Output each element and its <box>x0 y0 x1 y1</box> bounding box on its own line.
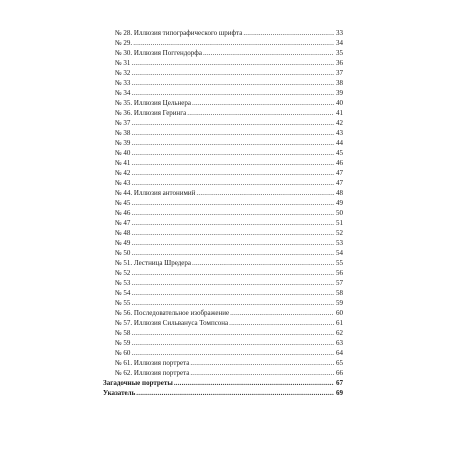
toc-entry-page-number: 45 <box>336 148 343 157</box>
toc-entry-label: № 50 <box>115 248 131 257</box>
toc-entry-label: № 34 <box>115 88 131 97</box>
toc-entry-label: № 61. Иллюзия портрета <box>115 358 190 367</box>
toc-entry <box>103 258 343 268</box>
toc-entry-page-number: 38 <box>336 78 343 87</box>
toc-entry <box>103 108 343 118</box>
toc-entry-page-number: 34 <box>336 38 343 47</box>
dot-leader <box>131 128 334 138</box>
dot-leader <box>131 218 334 228</box>
dot-leader <box>196 188 334 198</box>
toc-entry <box>103 318 343 328</box>
toc-entry <box>103 128 343 138</box>
dot-leader <box>174 378 334 388</box>
toc-entry-page-number: 42 <box>336 118 343 127</box>
toc-entry-label: № 40 <box>115 148 131 157</box>
toc-entry <box>103 148 343 158</box>
toc-entry-page-number: 62 <box>336 328 343 337</box>
toc-entry-page-number: 46 <box>336 158 343 167</box>
dot-leader <box>131 88 334 98</box>
dot-leader <box>131 288 334 298</box>
toc-entry-page-number: 56 <box>336 268 343 277</box>
toc-entry <box>103 358 343 368</box>
toc-entry <box>103 228 343 238</box>
toc-entry <box>103 178 343 188</box>
toc-entry-page-number: 47 <box>336 178 343 187</box>
dot-leader <box>131 68 334 78</box>
toc-entry <box>103 188 343 198</box>
dot-leader <box>131 348 334 358</box>
toc-entry <box>103 288 343 298</box>
toc-entry-label: № 41 <box>115 158 131 167</box>
toc-entry-page-number: 64 <box>336 348 343 357</box>
toc-entry-label: № 33 <box>115 78 131 87</box>
toc-entry-page-number: 51 <box>336 218 343 227</box>
toc-entry-label: № 39 <box>115 138 131 147</box>
toc-entry-label: № 57. Иллюзия Сильвануса Томпсона <box>115 318 229 327</box>
toc-entry-label: № 53 <box>115 278 131 287</box>
toc-entry-page-number: 60 <box>336 308 343 317</box>
toc-entry-label: № 36. Иллюзия Геринга <box>115 108 187 117</box>
toc-entry-page-number: 43 <box>336 128 343 137</box>
toc-entry <box>103 388 343 398</box>
toc-entry <box>103 48 343 58</box>
toc-entry <box>103 368 343 378</box>
toc-entry <box>103 198 343 208</box>
toc-entry-page-number: 66 <box>336 368 343 377</box>
dot-leader <box>131 298 334 308</box>
toc-entry-label: № 62. Иллюзия портрета <box>115 368 190 377</box>
toc-entry-page-number: 50 <box>336 208 343 217</box>
toc-entry <box>103 298 343 308</box>
toc-entry-page-number: 58 <box>336 288 343 297</box>
toc-entry-page-number: 48 <box>336 188 343 197</box>
toc-entry-label: № 59 <box>115 338 131 347</box>
toc-entry-label: № 44. Иллюзия антонимий <box>115 188 196 197</box>
toc-entry-label: № 45 <box>115 198 131 207</box>
toc-entry-label: № 38 <box>115 128 131 137</box>
toc-entry-page-number: 69 <box>336 388 343 397</box>
toc-entry <box>103 168 343 178</box>
dot-leader <box>131 138 334 148</box>
toc-entry-page-number: 33 <box>336 28 343 37</box>
toc-entry-label: № 46 <box>115 208 131 217</box>
toc-entry-label: № 28. Иллюзия типографического шрифта <box>115 28 243 37</box>
table-of-contents <box>103 28 343 398</box>
dot-leader <box>131 168 334 178</box>
toc-entry <box>103 28 343 38</box>
dot-leader <box>190 368 334 378</box>
dot-leader <box>131 58 334 68</box>
toc-entry-page-number: 37 <box>336 68 343 77</box>
dot-leader <box>131 228 334 238</box>
toc-entry-page-number: 40 <box>336 98 343 107</box>
toc-entry-page-number: 67 <box>336 378 343 387</box>
toc-entry-label: № 35. Иллюзия Цельнера <box>115 98 191 107</box>
toc-entry-label: Указатель <box>103 388 136 397</box>
toc-entry-page-number: 55 <box>336 258 343 267</box>
dot-leader <box>131 118 334 128</box>
toc-entry-label: № 29. <box>115 38 133 47</box>
toc-entry-page-number: 53 <box>336 238 343 247</box>
toc-entry <box>103 308 343 318</box>
toc-entry-label: № 49 <box>115 238 131 247</box>
dot-leader <box>243 28 334 38</box>
toc-entry <box>103 78 343 88</box>
toc-entry-label: № 32 <box>115 68 131 77</box>
toc-entry-page-number: 41 <box>336 108 343 117</box>
toc-entry-label: № 30. Иллюзия Поггендорфа <box>115 48 202 57</box>
toc-entry-page-number: 47 <box>336 168 343 177</box>
toc-entry-label: № 31 <box>115 58 131 67</box>
toc-entry-page-number: 59 <box>336 298 343 307</box>
dot-leader <box>203 48 334 58</box>
toc-entry <box>103 328 343 338</box>
toc-entry <box>103 268 343 278</box>
toc-entry-page-number: 65 <box>336 358 343 367</box>
toc-entry-label: № 42 <box>115 168 131 177</box>
toc-entry-page-number: 52 <box>336 228 343 237</box>
dot-leader <box>133 38 334 48</box>
toc-entry-label: № 51. Лестница Шредера <box>115 258 192 267</box>
dot-leader <box>131 178 334 188</box>
toc-entry-label: № 52 <box>115 268 131 277</box>
toc-entry <box>103 118 343 128</box>
toc-entry-label: № 55 <box>115 298 131 307</box>
toc-entry <box>103 278 343 288</box>
toc-entry-page-number: 61 <box>336 318 343 327</box>
toc-entry-label: № 60 <box>115 348 131 357</box>
dot-leader <box>190 358 334 368</box>
dot-leader <box>187 108 334 118</box>
toc-entry-label: № 56. Последовательное изображение <box>115 308 230 317</box>
toc-entry <box>103 98 343 108</box>
toc-entry-label: № 37 <box>115 118 131 127</box>
toc-entry <box>103 38 343 48</box>
dot-leader <box>131 238 334 248</box>
toc-entry-page-number: 49 <box>336 198 343 207</box>
dot-leader <box>131 148 334 158</box>
toc-entry <box>103 208 343 218</box>
toc-entry <box>103 68 343 78</box>
toc-entry <box>103 158 343 168</box>
dot-leader <box>131 268 334 278</box>
dot-leader <box>230 308 334 318</box>
toc-entry-page-number: 57 <box>336 278 343 287</box>
toc-entry-label: № 47 <box>115 218 131 227</box>
toc-entry <box>103 88 343 98</box>
toc-entry-page-number: 35 <box>336 48 343 57</box>
toc-entry <box>103 238 343 248</box>
toc-entry-page-number: 39 <box>336 88 343 97</box>
toc-entry <box>103 138 343 148</box>
toc-entry-label: Загадочные портреты <box>103 378 173 387</box>
toc-entry <box>103 348 343 358</box>
dot-leader <box>131 158 334 168</box>
dot-leader <box>131 338 334 348</box>
dot-leader <box>131 208 334 218</box>
toc-entry-page-number: 44 <box>336 138 343 147</box>
dot-leader <box>131 328 334 338</box>
dot-leader <box>131 248 334 258</box>
toc-entry-page-number: 36 <box>336 58 343 67</box>
toc-entry-page-number: 54 <box>336 248 343 257</box>
toc-entry-page-number: 63 <box>336 338 343 347</box>
dot-leader <box>131 198 334 208</box>
dot-leader <box>192 258 334 268</box>
dot-leader <box>136 388 334 398</box>
dot-leader <box>131 78 334 88</box>
toc-entry-label: № 58 <box>115 328 131 337</box>
toc-entry <box>103 248 343 258</box>
toc-entry-label: № 48 <box>115 228 131 237</box>
dot-leader <box>229 318 334 328</box>
toc-entry-label: № 54 <box>115 288 131 297</box>
toc-entry-label: № 43 <box>115 178 131 187</box>
toc-entry <box>103 58 343 68</box>
dot-leader <box>131 278 334 288</box>
toc-entry <box>103 338 343 348</box>
dot-leader <box>192 98 334 108</box>
toc-entry <box>103 218 343 228</box>
toc-entry <box>103 378 343 388</box>
